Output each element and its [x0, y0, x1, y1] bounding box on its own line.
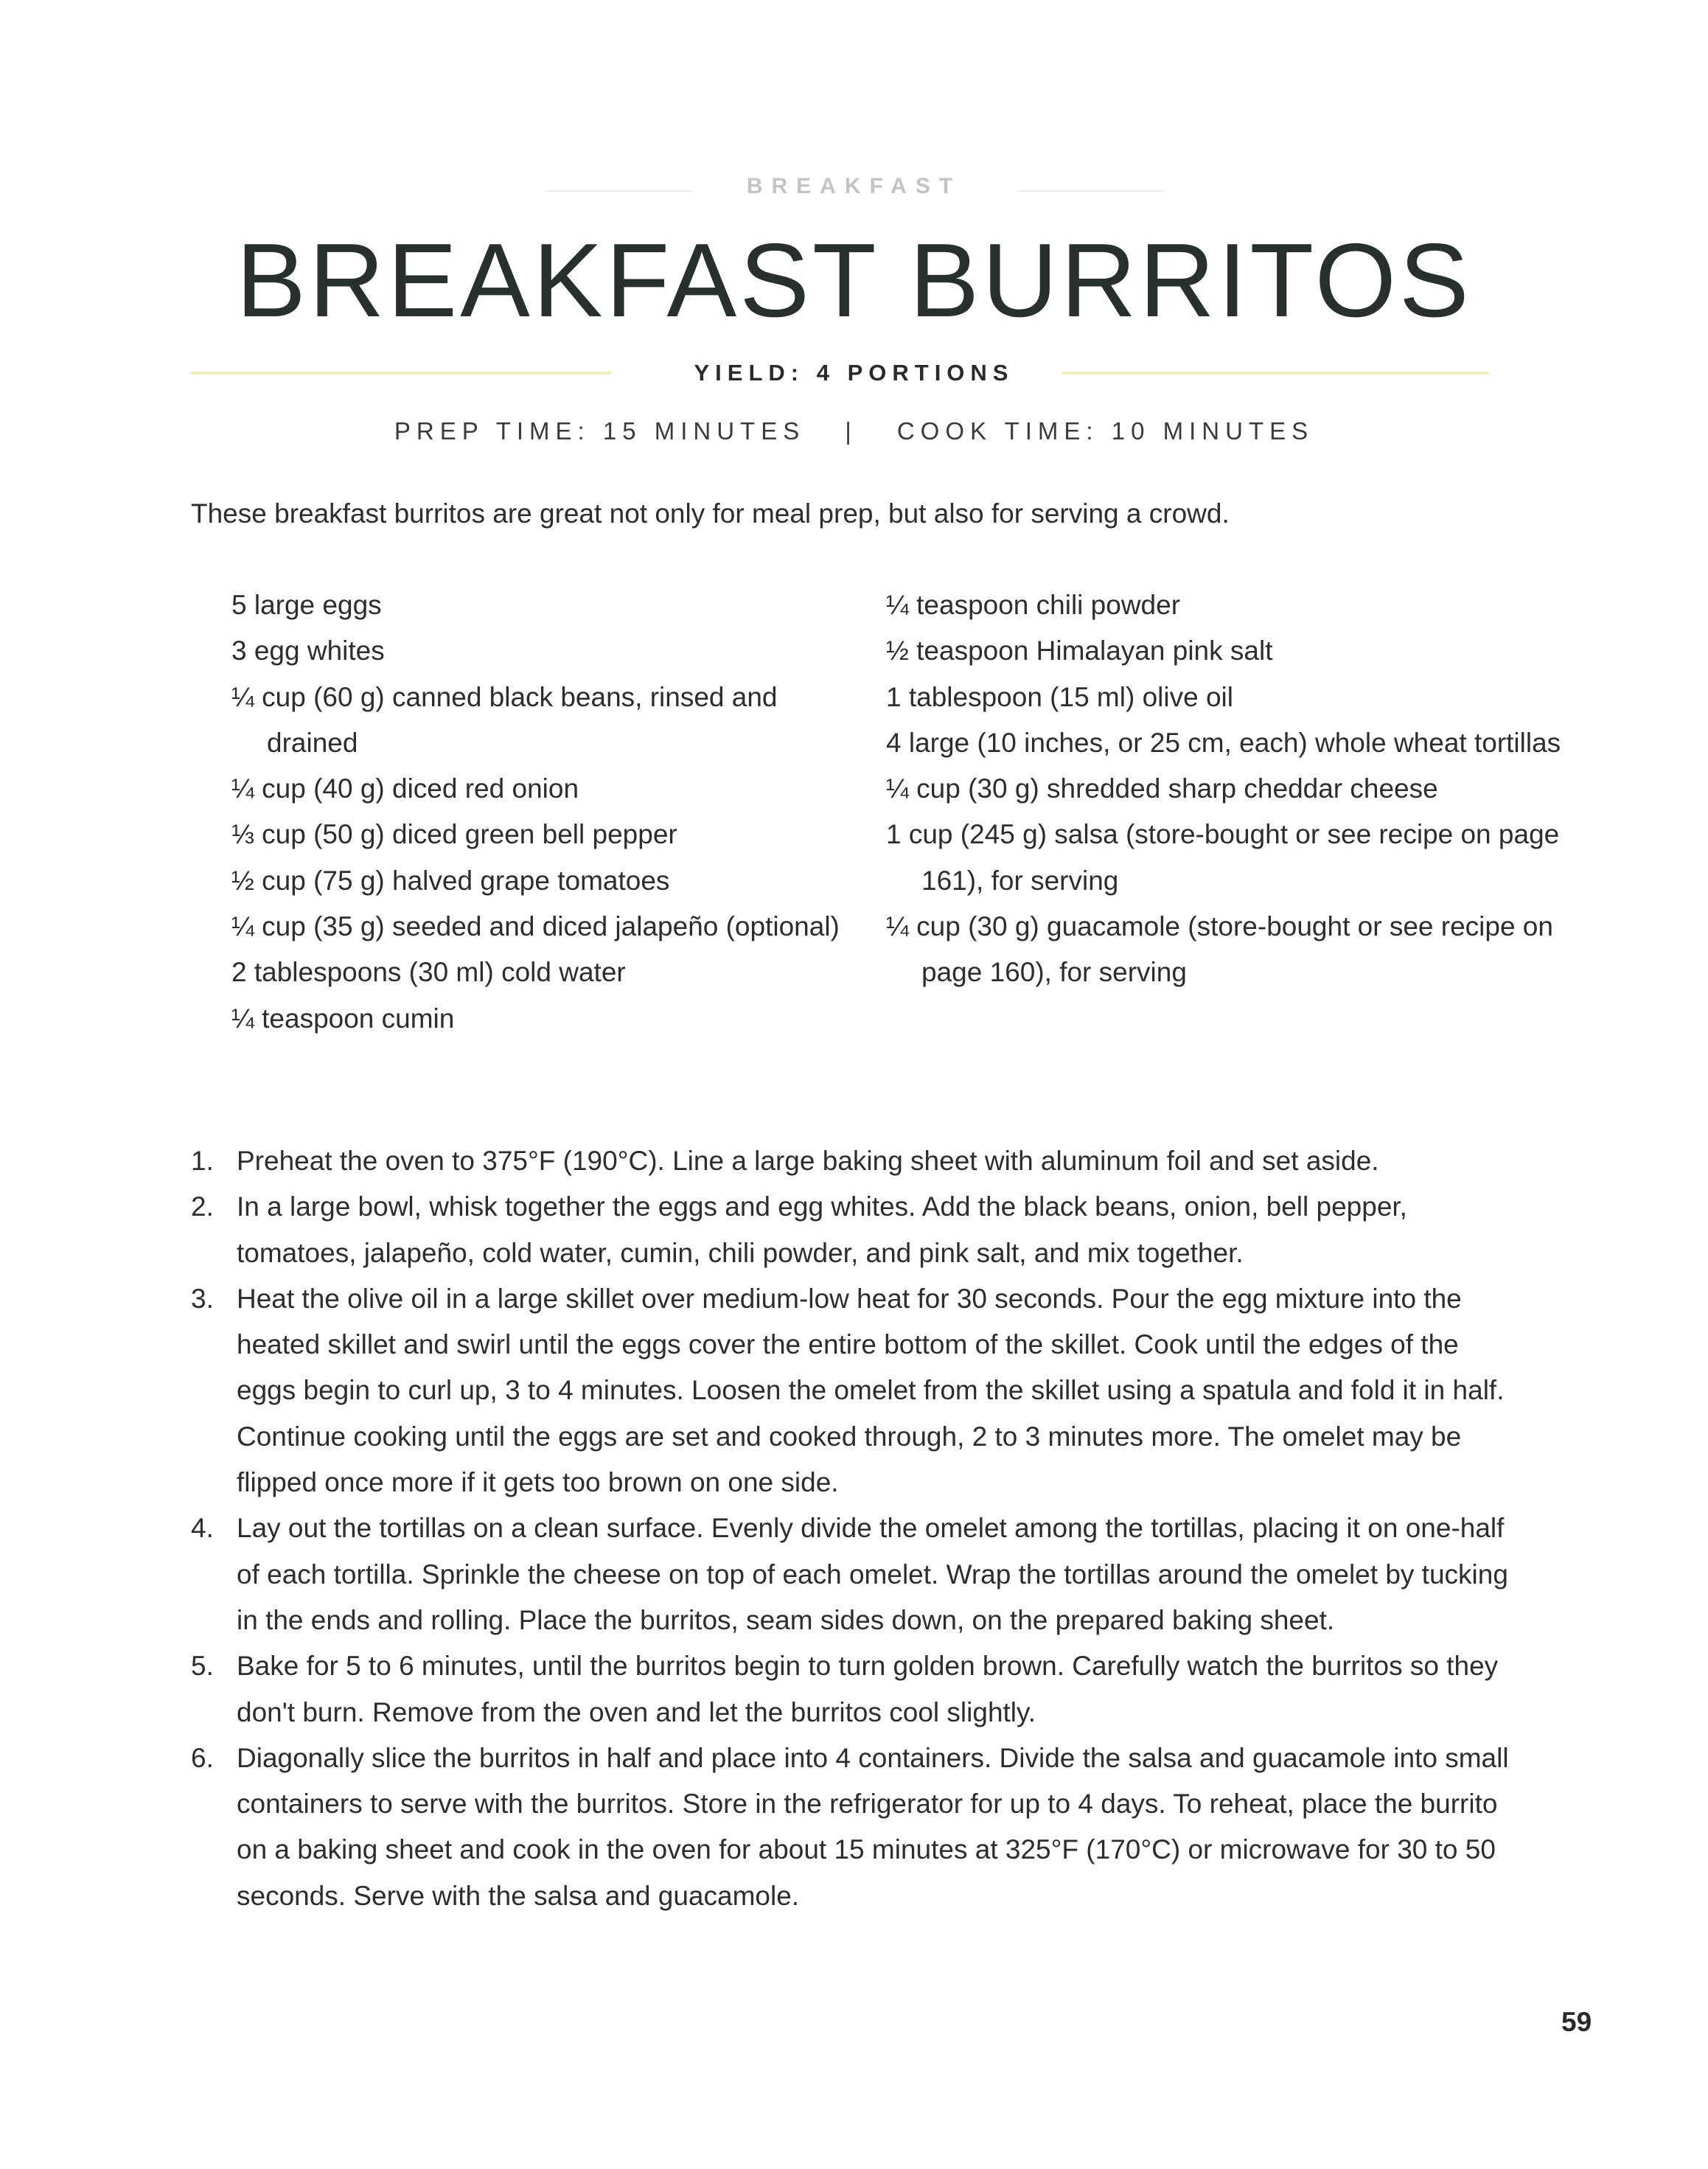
directions-list — [191, 1138, 1518, 1919]
yield-rule-right — [1062, 372, 1489, 375]
step-number: 3. — [191, 1283, 214, 1314]
category-rule-right — [1017, 190, 1165, 192]
ingredient-item: 1 tablespoon (15 ml) olive oil — [886, 681, 1233, 712]
step-number: 4. — [191, 1513, 214, 1544]
ingredients-column-2 — [886, 582, 1594, 996]
direction-step — [191, 1184, 1518, 1276]
ingredient-item: ¼ teaspoon cumin — [231, 1003, 455, 1034]
ingredient-item: 5 large eggs — [231, 590, 382, 620]
direction-step — [191, 1735, 1518, 1919]
ingredient-item: ¼ cup (35 g) seeded and diced jalapeño (optional) — [231, 911, 840, 942]
page-number: 59 — [1561, 2007, 1592, 2037]
intro-text: These breakfast burritos are great not only for meal prep, but also for serving a crowd. — [191, 498, 1230, 529]
ingredient-item: ¼ teaspoon chili powder — [886, 590, 1181, 620]
ingredient-item: 1 cup (245 g) salsa (store-bought or see recipe on page 161), for serving — [886, 819, 1560, 896]
ingredient-item: ¼ cup (30 g) shredded sharp cheddar cheese — [886, 773, 1438, 804]
recipe-title: BREAKFAST BURRITOS — [236, 222, 1472, 339]
ingredient-item: ¼ cup (30 g) guacamole (store-bought or see recipe on page 160), for serving — [886, 911, 1553, 988]
prep-time: PREP TIME: 15 MINUTES — [394, 417, 806, 445]
direction-step — [191, 1505, 1518, 1643]
direction-step — [191, 1643, 1518, 1735]
step-text: Heat the olive oil in a large skillet over medium-low heat for 30 seconds. Pour the egg mixture into the heated skillet and swirl until the eggs cover the entire bottom of the skillet. Cook until the edges of the eggs begin to curl up, 3 to 4 minutes. Loosen the omelet from the skillet using a spatula and fold it in half. Continue cooking until the eggs are set and cooked through, 2 to 3 minutes more. The omelet may be flipped once more if it gets too brown on one side. — [237, 1283, 1505, 1498]
yield-label: YIELD: 4 PORTIONS — [694, 360, 1014, 386]
time-row — [0, 417, 1708, 445]
step-text: Bake for 5 to 6 minutes, until the burritos begin to turn golden brown. Carefully watch the burritos so they don't burn. Remove from the oven and let the burritos cool slightly. — [237, 1651, 1499, 1727]
ingredient-item: ½ teaspoon Himalayan pink salt — [886, 636, 1273, 666]
step-text: Preheat the oven to 375°F (190°C). Line a large baking sheet with aluminum foil and set aside. — [237, 1146, 1379, 1176]
ingredient-item: ⅓ cup (50 g) diced green bell pepper — [231, 819, 677, 850]
ingredient-item: ¼ cup (60 g) canned black beans, rinsed and drained — [231, 681, 778, 758]
ingredient-item: ¼ cup (40 g) diced red onion — [231, 773, 579, 804]
category-label: BREAKFAST — [746, 174, 962, 198]
category-row — [0, 174, 1708, 199]
direction-step — [191, 1276, 1518, 1505]
step-number: 2. — [191, 1191, 214, 1222]
ingredients-column-1 — [231, 582, 865, 1042]
ingredient-item: 4 large (10 inches, or 25 cm, each) whole wheat tortillas — [886, 727, 1561, 758]
step-text: In a large bowl, whisk together the eggs and egg whites. Add the black beans, onion, bell pepper, tomatoes, jalapeño, cold water, cumin, chili powder, and pink salt, and mix together. — [237, 1191, 1407, 1268]
cook-time: COOK TIME: 10 MINUTES — [896, 417, 1314, 445]
ingredient-item: 3 egg whites — [231, 636, 385, 666]
step-number: 5. — [191, 1651, 214, 1682]
step-number: 6. — [191, 1742, 214, 1773]
direction-step — [191, 1138, 1518, 1184]
ingredient-item: ½ cup (75 g) halved grape tomatoes — [231, 865, 670, 896]
step-text: Diagonally slice the burritos in half and place into 4 containers. Divide the salsa and guacamole into small containers to serve with the burritos. Store in the refrigerator for up to 4 days. To reheat, place the burrito on a baking sheet and cook in the oven for about 15 minutes at 325°F (170°C) or microwave for 30 to 50 seconds. Serve with the salsa and guacamole. — [237, 1742, 1509, 1911]
step-text: Lay out the tortillas on a clean surface. Evenly divide the omelet among the tortillas, placing it on one-half of each tortilla. Sprinkle the cheese on top of each omelet. Wrap the tortillas around the omelet by tucking in the ends and rolling. Place the burritos, seam sides down, on the prepared baking sheet. — [237, 1513, 1508, 1635]
step-number: 1. — [191, 1146, 214, 1176]
ingredient-item: 2 tablespoons (30 ml) cold water — [231, 957, 626, 988]
time-separator: | — [845, 417, 857, 445]
